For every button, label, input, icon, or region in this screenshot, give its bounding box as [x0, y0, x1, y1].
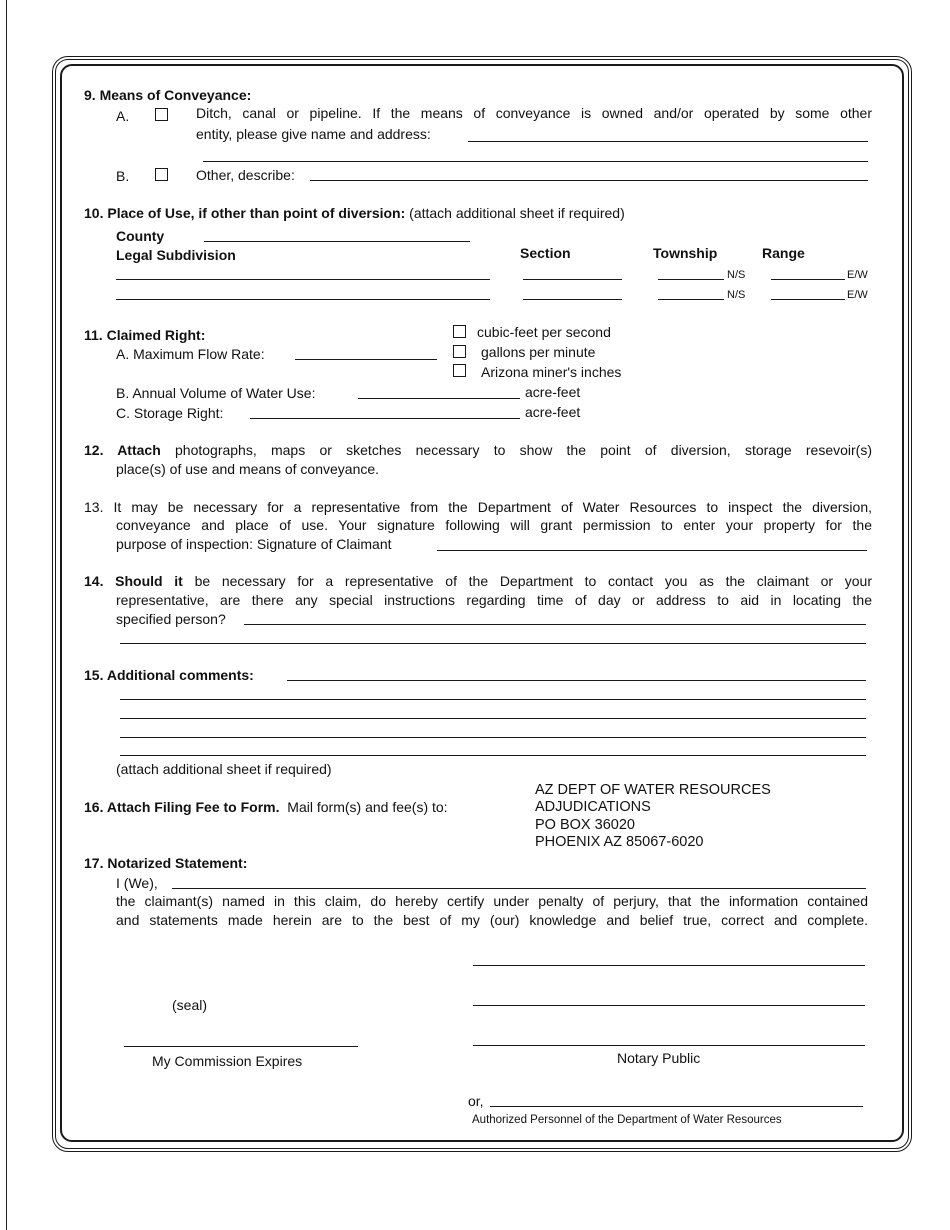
other-describe-line[interactable]: [310, 180, 868, 181]
authorized-personnel-label: Authorized Personnel of the Department of Water Resources: [472, 1114, 782, 1126]
option-b-letter: B.: [116, 168, 130, 184]
comments-line-4[interactable]: [120, 737, 866, 738]
mail-address-line-4: PHOENIX AZ 85067-6020: [535, 834, 704, 850]
section-line-2[interactable]: [523, 299, 622, 300]
ew-label-1: E/W: [847, 269, 868, 281]
or-label: or,: [468, 1093, 484, 1109]
notary-public-label: Notary Public: [617, 1050, 701, 1066]
certify-line-1: the claimant(s) named in this claim, do hereby certify under penalty of perjury, that the information contained: [116, 893, 868, 909]
claimant-names-line[interactable]: [172, 888, 866, 889]
county-line[interactable]: [204, 241, 470, 242]
storage-right-unit: acre-feet: [525, 404, 581, 420]
option-a-letter: A.: [116, 108, 130, 124]
specified-person-label: specified person?: [116, 611, 226, 627]
storage-right-label: C. Storage Right:: [116, 405, 224, 421]
mail-address-line-1: AZ DEPT OF WATER RESOURCES: [535, 782, 771, 798]
comments-line-5[interactable]: [120, 755, 866, 756]
commission-expires-line[interactable]: [124, 1046, 358, 1047]
section-14-line-1: 14. Should it be necessary for a representative of the Department to contact you as the claimant or your: [84, 573, 873, 589]
county-label: County: [116, 228, 165, 244]
section-10-title: 10. Place of Use, if other than point of diversion: (attach additional sheet if required): [84, 205, 625, 221]
ns-label-2: N/S: [727, 289, 746, 301]
section-11-title: 11. Claimed Right:: [84, 327, 206, 343]
comments-line-1[interactable]: [287, 680, 866, 681]
section-13-line-2: conveyance and place of use. Your signature following will grant permission to enter your property for the: [116, 517, 872, 533]
certify-line-2: and statements made herein are to the best of my (our) knowledge and belief true, correct and complete.: [116, 912, 868, 928]
claimant-signature-line[interactable]: [437, 550, 867, 551]
legal-subdivision-label: Legal Subdivision: [116, 247, 236, 263]
notary-signature-line-2[interactable]: [473, 1005, 865, 1006]
range-column-label: Range: [762, 245, 805, 261]
section-14-line-2: representative, are there any special instructions regarding time of day or address to aid in locating the: [116, 592, 872, 608]
section-16-line: 16. Attach Filing Fee to Form. Mail form(s) and fee(s) to:: [84, 799, 448, 815]
comments-line-3[interactable]: [120, 718, 866, 719]
other-describe-label: Other, describe:: [196, 167, 295, 183]
township-column-label: Township: [653, 245, 718, 261]
scan-edge-line: [6, 0, 7, 1230]
gpm-checkbox[interactable]: [453, 345, 466, 358]
township-line-2[interactable]: [658, 299, 724, 300]
notary-signature-line-1[interactable]: [473, 965, 865, 966]
entity-name-label: entity, please give name and address:: [196, 126, 431, 142]
section-9-title: 9. Means of Conveyance:: [84, 87, 252, 103]
ditch-canal-text: Ditch, canal or pipeline. If the means of conveyance is owned and/or operated by some other: [196, 105, 872, 121]
gpm-label: gallons per minute: [481, 344, 596, 360]
section-13-line-1: 13. It may be necessary for a representative from the Department of Water Resources to inspect the diversion,: [84, 499, 872, 515]
annual-volume-label: B. Annual Volume of Water Use:: [116, 385, 316, 401]
section-12-line-1: 12. Attach photographs, maps or sketches necessary to show the point of diversion, storage resevoir(s): [84, 442, 873, 458]
ew-label-2: E/W: [847, 289, 868, 301]
miners-inches-label: Arizona miner's inches: [481, 364, 622, 380]
notary-public-line[interactable]: [473, 1045, 865, 1046]
max-flow-rate-label: A. Maximum Flow Rate:: [116, 346, 265, 362]
seal-label: (seal): [172, 997, 208, 1013]
storage-right-line[interactable]: [250, 418, 520, 419]
max-flow-rate-line[interactable]: [295, 359, 437, 360]
i-we-label: I (We),: [116, 875, 158, 891]
cfs-checkbox[interactable]: [453, 325, 466, 338]
cfs-label: cubic-feet per second: [477, 324, 611, 340]
entity-address-line-2[interactable]: [203, 161, 868, 162]
section-line-1[interactable]: [523, 279, 622, 280]
section-column-label: Section: [520, 245, 571, 261]
commission-expires-label: My Commission Expires: [152, 1053, 303, 1069]
authorized-personnel-line[interactable]: [490, 1106, 863, 1107]
legal-subdivision-line-2[interactable]: [116, 299, 490, 300]
section-17-title: 17. Notarized Statement:: [84, 855, 248, 871]
legal-subdivision-line-1[interactable]: [116, 279, 490, 280]
other-conveyance-checkbox[interactable]: [155, 168, 168, 181]
special-instructions-line-1[interactable]: [244, 624, 866, 625]
mail-address-line-2: ADJUDICATIONS: [535, 799, 651, 815]
claimant-signature-label: purpose of inspection: Signature of Claimant: [116, 536, 392, 552]
miners-inches-checkbox[interactable]: [453, 364, 466, 377]
annual-volume-unit: acre-feet: [525, 384, 581, 400]
comments-line-2[interactable]: [120, 699, 866, 700]
entity-address-line-1[interactable]: [468, 141, 868, 142]
range-line-1[interactable]: [771, 279, 845, 280]
ditch-canal-checkbox[interactable]: [155, 108, 168, 121]
mail-address-line-3: PO BOX 36020: [535, 817, 635, 833]
ns-label-1: N/S: [727, 269, 746, 281]
special-instructions-line-2[interactable]: [120, 643, 866, 644]
annual-volume-line[interactable]: [358, 398, 520, 399]
section-15-title: 15. Additional comments:: [84, 667, 254, 683]
section-12-line-2: place(s) of use and means of conveyance.: [116, 461, 380, 477]
township-line-1[interactable]: [658, 279, 724, 280]
range-line-2[interactable]: [771, 299, 845, 300]
additional-sheet-note: (attach additional sheet if required): [116, 761, 332, 777]
